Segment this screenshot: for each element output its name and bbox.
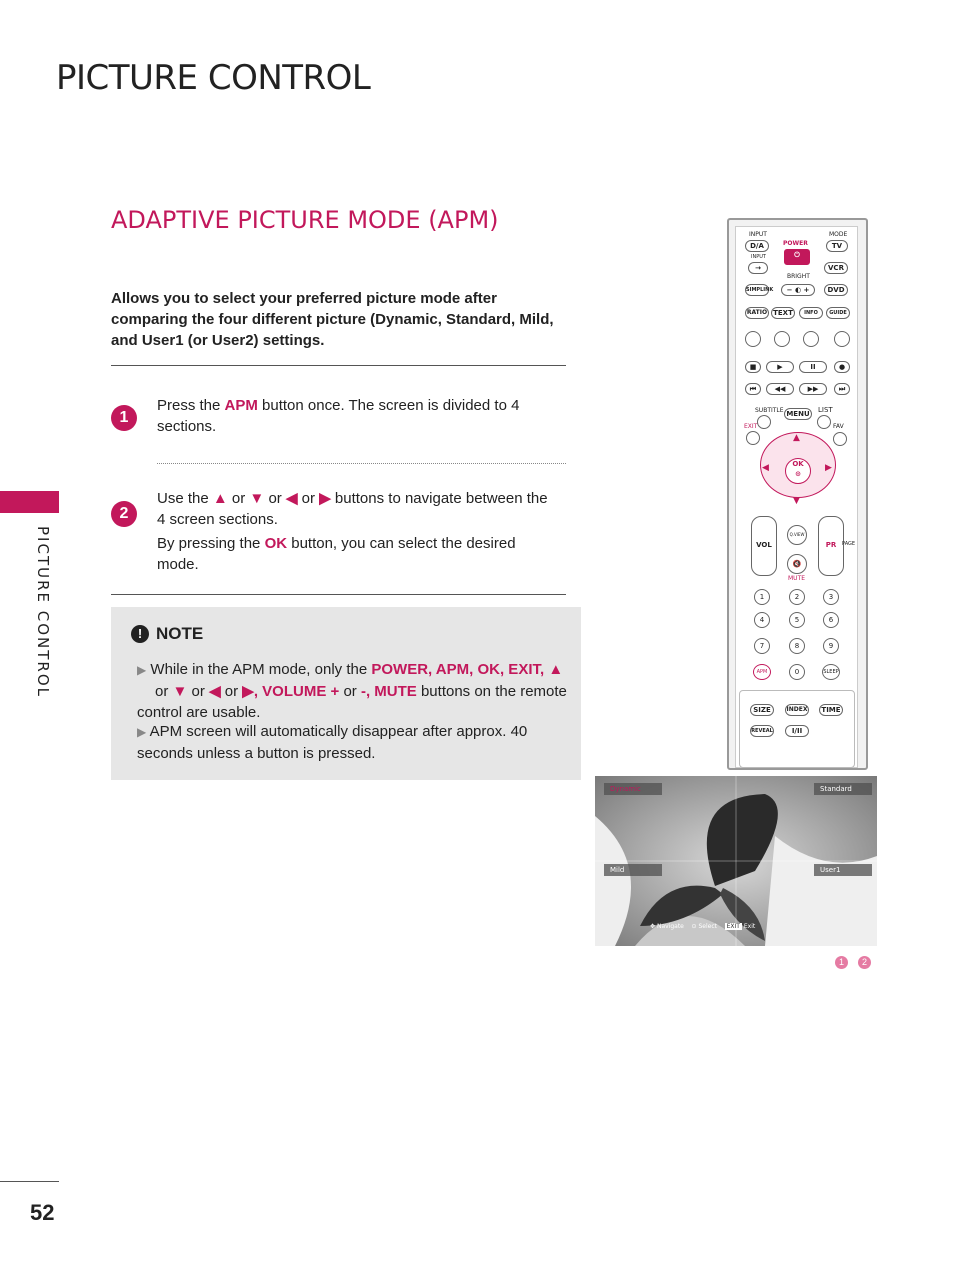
step-1-badge: 1 bbox=[111, 405, 137, 431]
note-title: NOTE bbox=[156, 624, 204, 643]
sleep-button[interactable]: SLEEP bbox=[822, 664, 840, 680]
digit-5-button[interactable]: 5 bbox=[789, 612, 805, 628]
butterfly-image bbox=[595, 776, 877, 946]
step-ref-1: 1 bbox=[835, 956, 848, 969]
side-tab bbox=[0, 491, 59, 513]
step-2-text: Use the ▲ or ▼ or ◀ or ▶ buttons to navigate between the 4 screen sections. bbox=[157, 490, 548, 528]
skip-forward-button[interactable]: ⏭ bbox=[834, 383, 850, 395]
note-item-2: ▶ APM screen will automatically disappear after approx. 40 seconds unless a button is pressed. bbox=[137, 723, 528, 762]
size-button[interactable]: SIZE bbox=[750, 704, 774, 716]
rewind-button[interactable]: ◀◀ bbox=[766, 383, 794, 395]
record-button[interactable]: ● bbox=[834, 361, 850, 373]
section-title: ADAPTIVE PICTURE MODE (APM) bbox=[111, 206, 499, 234]
text-button[interactable]: TEXT bbox=[771, 307, 795, 319]
volume-rocker[interactable]: VOL bbox=[751, 516, 777, 576]
user1-label[interactable]: User1 bbox=[814, 864, 872, 876]
left-arrow-icon[interactable]: ◀ bbox=[762, 463, 769, 473]
apm-button[interactable]: APM bbox=[753, 664, 771, 680]
guide-button[interactable]: GUIDE bbox=[826, 307, 850, 319]
play-button[interactable]: ▶ bbox=[766, 361, 794, 373]
bullet-icon: ▶ bbox=[137, 663, 147, 677]
input-button[interactable]: → bbox=[748, 262, 768, 274]
select-icon: ⊙ bbox=[691, 923, 697, 930]
i-ii-button[interactable]: I/II bbox=[785, 725, 809, 737]
info-button[interactable]: INFO bbox=[799, 307, 823, 319]
time-button[interactable]: TIME bbox=[819, 704, 843, 716]
color-button-red[interactable] bbox=[745, 331, 761, 347]
skip-back-button[interactable]: ⏮ bbox=[745, 383, 761, 395]
vcr-button[interactable]: VCR bbox=[824, 262, 848, 274]
color-button-green[interactable] bbox=[774, 331, 790, 347]
ratio-button[interactable]: RATIO bbox=[745, 307, 769, 319]
digit-0-button[interactable]: 0 bbox=[789, 664, 805, 680]
qview-button[interactable]: Q.VIEW bbox=[787, 525, 807, 545]
digit-9-button[interactable]: 9 bbox=[823, 638, 839, 654]
navigate-icon: ✥ bbox=[650, 923, 656, 930]
index-button[interactable]: INDEX bbox=[785, 704, 809, 716]
color-button-yellow[interactable] bbox=[803, 331, 819, 347]
right-arrow-icon[interactable]: ▶ bbox=[825, 463, 832, 473]
list-button[interactable] bbox=[817, 415, 831, 429]
apm-screen-image bbox=[595, 776, 877, 946]
da-button[interactable]: D/A bbox=[745, 240, 769, 252]
digit-8-button[interactable]: 8 bbox=[789, 638, 805, 654]
stop-button[interactable]: ■ bbox=[745, 361, 761, 373]
screen-footer: ✥ Navigate ⊙ Select EXIT Exit bbox=[650, 923, 756, 930]
reveal-button[interactable]: REVEAL bbox=[750, 725, 774, 737]
step-2-ok-text: By pressing the OK button, you can select the desired mode. bbox=[157, 535, 516, 573]
digit-2-button[interactable]: 2 bbox=[789, 589, 805, 605]
remote-face: INPUT MODE D/A POWER ⏻ TV INPUT → VCR BRIGHT SIMPLINK − ◐ + DVD RATIO TEXT INFO GUIDE ■ ▶ II ● ⏮ ◀◀ ▶▶ ⏭ SUBTITLE MENU LIST EXIT FAV ▲ ▼ ◀ ▶ OK ⊙ VOL Q.VIEW PR PAGE 🔇 MUTE 1 2 3 4 5 6 7 8 9 APM 0 SLEEP SIZE INDEX TIME REVEAL I/II bbox=[735, 226, 858, 768]
mute-button[interactable]: 🔇 bbox=[787, 554, 807, 574]
color-button-blue[interactable] bbox=[834, 331, 850, 347]
menu-button[interactable]: MENU bbox=[784, 408, 812, 420]
ok-button[interactable]: OK ⊙ bbox=[785, 458, 811, 484]
dvd-button[interactable]: DVD bbox=[824, 284, 848, 296]
step-2-badge: 2 bbox=[111, 501, 137, 527]
bright-button[interactable]: − ◐ + bbox=[781, 284, 815, 296]
warning-icon: ! bbox=[131, 625, 149, 643]
subtitle-button[interactable] bbox=[757, 415, 771, 429]
apm-key: APM bbox=[224, 397, 258, 414]
tv-button[interactable]: TV bbox=[826, 240, 848, 252]
up-arrow-icon[interactable]: ▲ bbox=[793, 433, 800, 443]
digit-6-button[interactable]: 6 bbox=[823, 612, 839, 628]
step-1-text: Press the APM button once. The screen is divided to 4 sections. bbox=[157, 397, 520, 435]
page-number: 52 bbox=[30, 1200, 55, 1225]
note-item-1: ▶ While in the APM mode, only the POWER, APM, OK, EXIT, ▲ or ▼ or ◀ or ▶, VOLUME + or -, MUTE buttons on the remote control are usable. bbox=[137, 661, 567, 721]
digit-4-button[interactable]: 4 bbox=[754, 612, 770, 628]
dotted-divider bbox=[157, 463, 566, 464]
mild-label[interactable]: Mild bbox=[604, 864, 662, 876]
digit-1-button[interactable]: 1 bbox=[754, 589, 770, 605]
divider bbox=[111, 365, 566, 366]
digit-3-button[interactable]: 3 bbox=[823, 589, 839, 605]
simplink-button[interactable]: SIMPLINK bbox=[745, 284, 769, 296]
forward-button[interactable]: ▶▶ bbox=[799, 383, 827, 395]
fav-button[interactable] bbox=[833, 432, 847, 446]
program-rocker[interactable]: PR bbox=[818, 516, 844, 576]
standard-label[interactable]: Standard bbox=[814, 783, 872, 795]
down-arrow-icon[interactable]: ▼ bbox=[793, 496, 800, 506]
page-number-rule bbox=[0, 1181, 59, 1182]
bullet-icon: ▶ bbox=[137, 725, 147, 739]
dynamic-label[interactable]: Dynamic bbox=[604, 783, 662, 795]
digit-7-button[interactable]: 7 bbox=[754, 638, 770, 654]
pause-button[interactable]: II bbox=[799, 361, 827, 373]
exit-button[interactable] bbox=[746, 431, 760, 445]
step-ref-2: 2 bbox=[858, 956, 871, 969]
intro-text: Allows you to select your preferred picture mode after comparing the four different picture (Dynamic, Standard, Mild, and User1 (or User2) settings. bbox=[111, 290, 554, 349]
divider bbox=[111, 594, 566, 595]
power-button[interactable]: ⏻ bbox=[784, 249, 810, 265]
page-title: PICTURE CONTROL bbox=[56, 58, 371, 98]
side-label: PICTURE CONTROL bbox=[34, 526, 52, 699]
